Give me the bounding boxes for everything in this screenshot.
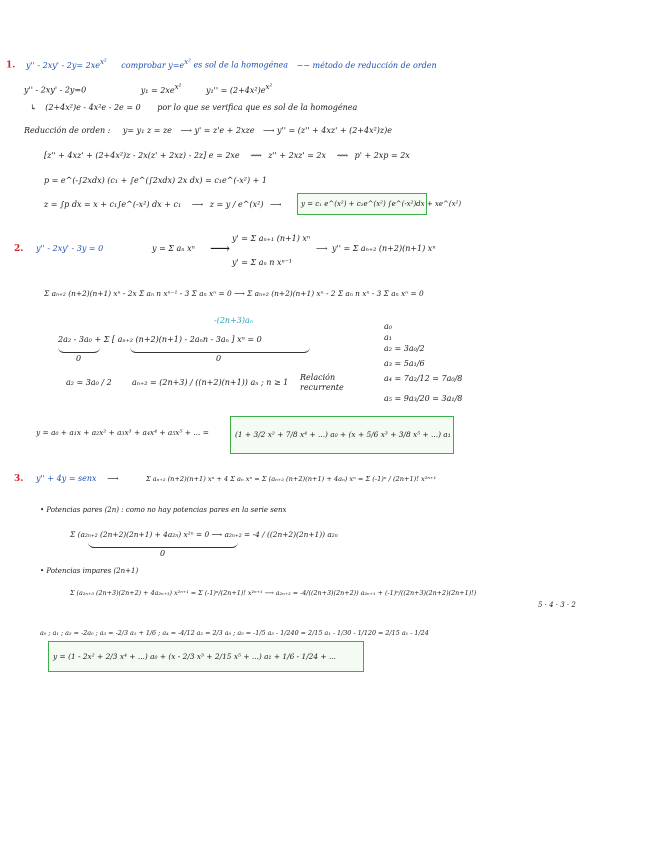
p2-a2: a₂ = 3a₀ / 2 [66, 378, 112, 387]
p2-yp-alt-series: y' = Σ aₙ n xⁿ⁻¹ [232, 258, 293, 267]
y1-prime: y₁ = 2xe [140, 85, 175, 95]
p1-answer: y = c₁ e^(x²) + c₂e^(x²) ∫e^(-x²)dx + xe^(x²) [301, 200, 462, 208]
z-eq: z'' + 2xz' = 2x [268, 151, 327, 160]
p1-line-4: Reducción de orden : y= y₁ z = ze ⟶ y' = z'e + 2xze ⟶ y'' = (z'' + 4xz' + (2+4x²)z)e [24, 126, 392, 135]
p1-answer-box [297, 193, 462, 215]
problem-2-header [14, 244, 103, 254]
verification-note: por lo que se verifica que es sol de la homogénea [157, 103, 358, 112]
problem-2-equation: y'' - 2xy' - 3y = 0 [35, 244, 104, 253]
p3-zero: 0 [160, 549, 166, 558]
problem-1-check: comprobar y=e [121, 60, 185, 70]
p3-answer: y = (1 - 2x² + 2/3 x⁴ + ...) a₀ + (x - 2/3 x³ + 2/15 x⁵ + ...) a₁ + 1/6 - 1/24 + ... [53, 652, 337, 661]
p2-zero-2: 0 [216, 354, 222, 363]
p2-coef-a2: a₂ = 3a₀/2 [384, 344, 425, 353]
p2-coef-a0: a₀ [384, 322, 392, 331]
reduction-ypp: y'' = (z'' + 4xz' + (2+4x²)z)e [277, 126, 392, 135]
p2-line-5: y = a₀ + a₁x + a₂x² + a₃x³ + a₄x⁴ + a₅x⁵ + ... = [36, 428, 209, 437]
reduction-yp: y' = z'e + 2xze [194, 126, 255, 135]
p2-line-2: Σ aₙ₊₂ (n+2)(n+1) xⁿ - 2x Σ aₙ n xⁿ⁻¹ - 3 Σ aₙ xⁿ = 0 ⟶ Σ aₙ₊₂ (n+2)(n+1) xⁿ - 2 Σ aₙ n xⁿ - 3 Σ aₙ xⁿ = 0 [44, 289, 424, 298]
p3-answer-box [48, 641, 364, 672]
p2-y-series: y = Σ aₙ xⁿ [152, 244, 195, 253]
p-eq: p' + 2xp = 2x [354, 151, 410, 160]
p2-ypp-series: y'' = Σ aₙ₊₂ (n+2)(n+1) xⁿ [332, 244, 436, 253]
p2-recurrence: aₙ₊₂ = (2n+3) / ((n+2)(n+1)) aₙ ; n ≥ 1 [132, 378, 289, 387]
y1-double-prime: y₁'' = (2+4x²)e [205, 85, 266, 95]
p1-line-2: y'' - 2xy' - 2y=0 $y_1 = 2xe^{x^2}$ $y_1'' = (2+4x^2)e^{x^2}$ [24, 83, 273, 95]
p1-line-7: z = ∫p dx = x + c₁∫e^(-x²) dx + c₁ ⟶ z = y / e^(x²) ⟶ [44, 200, 282, 209]
reduction-label: Reducción de orden : [24, 126, 111, 135]
p2-line-3: 2a₂ - 3a₀ + Σ [ aₙ₊₂ (n+2)(n+1) - 2aₙn - 3aₙ ] xⁿ = 0 [58, 335, 262, 344]
p1-line-5: [z'' + 4xz' + (2+4x²)z - 2x(z' + 2xz) - 2z] e = 2xe ⟿ z'' + 2xz' = 2x ⟿ p' + 2xp = 2x [44, 151, 410, 160]
p2-coef-a1: a₁ [384, 333, 392, 342]
problem-1-method: ~~ método de reducción de orden [296, 60, 437, 70]
problem-1-equation: y'' - 2xy' - 2y= 2xe [25, 60, 100, 70]
p3-odd-bullet: • Potencias impares (2n+1) [40, 567, 139, 575]
p2-answer: (1 + 3/2 x² + 7/8 x⁴ + ...) a₀ + (x + 5/6 x³ + 3/8 x⁵ + ...) a₁ [235, 430, 451, 439]
p1-line-3: ↳ (2+4x²)e - 4x²e - 2e = 0 por lo que se verifica que es sol de la homogénea [30, 103, 358, 112]
p3-line-3: Σ (a₂ₙ₊₃ (2n+3)(2n+2) + 4a₂ₙ₊₁) x²ⁿ⁺¹ = Σ (-1)ⁿ/(2n+1)! x²ⁿ⁺¹ ⟶ a₂ₙ₊₃ = -4/((2n+3)(2n+2)) a₂ₙ₊₁ + (-1)ⁿ/((2n+3)(2n+2)(2n+1)!) [70, 589, 477, 597]
p2-recurrence-label: Relación recurrente [300, 373, 344, 392]
substitution-eq: [z'' + 4xz' + (2+4x²)z - 2x(z' + 2xz) - 2z] e = 2xe [44, 151, 240, 160]
verification-eq: (2+4x²)e - 4x²e - 2e = 0 [45, 103, 141, 112]
p1-line-6 [44, 176, 267, 186]
p2-answer-box [230, 416, 454, 454]
p3-even-bullet: • Potencias pares (2n) : como no hay potencias pares en la serie senx [40, 506, 287, 514]
z-def: z = y / e^(x²) [209, 200, 264, 209]
p-solution: p = e^(-∫2xdx) (c₁ + ∫e^(∫2xdx) 2x dx) = c₁e^(-x²) + 1 [44, 176, 267, 185]
p2-coef-a3: a₃ = 5a₁/6 [384, 359, 425, 368]
p2-coef-a4: a₄ = 7a₂/12 = 7a₀/8 [384, 374, 463, 383]
handwritten-notes-page: 1. $y'' - 2xy' - 2y= 2xe^{x^2}$ comprobar $y=e^{x^2}$ es sol de la homogénea ~~ método de reducción de orden y'' - 2xy' - 2y=0 $y_1 = 2xe^{x^2}$ $y_1'' = (2+4x^2)e^{x^2}$ ↳ (2+4x²)e - 4x²e - 2e = 0 por lo que se verifica que es sol de la homogénea Reducción de orden : y= y₁ z = ze ⟶ y' = z'e + 2xze ⟶ y'' = (z'' + 4xz' + (2+4x²)z)e [z'' + 4xz' + (2+4x²)z - 2x(z' + 2xz) - 2z] e = 2xe ⟿ z'' + 2xz' = 2x ⟿ p' + 2xp = 2x p = e^(-∫2xdx) (c₁ + ∫e^(∫2xdx) 2x dx) = c₁e^(-x²) + 1 z = ∫p dx = x + c₁∫e^(-x²) dx + c₁ ⟶ z = y / e^(x²) ⟶ y = c₁ e^(x²) + c₂e^(x²) ∫e^(-x²)dx + xe^(x²) 2. y'' - 2xy' - 3y = 0 y = Σ aₙ xⁿ ⟶ y' = Σ aₙ₊₁ (n+1) xⁿ y' = Σ aₙ n xⁿ⁻¹ ⟶ y'' = Σ aₙ₊₂ (n+2)(n+1) xⁿ Σ aₙ₊₂ (n+2)(n+1) xⁿ - 2x Σ aₙ n xⁿ⁻¹ - 3 Σ aₙ xⁿ = 0 ⟶ Σ aₙ₊₂ (n+2)(n+1) xⁿ - 2 Σ aₙ n xⁿ - 3 Σ aₙ xⁿ = 0 -(2n+3)aₙ 2a₂ - 3a₀ + Σ [ aₙ₊₂ (n+2)(n+1) - 2aₙn - 3aₙ ] xⁿ = 0 0 0 a₂ = 3a₀ / 2 aₙ₊₂ = (2n+3) / ((n+2)(n+1)) aₙ ; n ≥ 1 Relación recurrente a₀ a₁ a₂ = 3a₀/2 a₃ = 5a₁/6 a₄ = 7a₂/12 = 7a₀/8 a₅ = 9a₃/20 = 3a₁/8 y = a₀ + a₁x + a₂x² + a₃x³ + a₄x⁴ + a₅x⁵ + ... = (1 + 3/2 x² + 7/8 x⁴ + ...) a₀ + (x + 5/6 x³ + 3/8 x⁵ + ...) a₁ 3. y'' + 4y = senx ⟶ Σ aₙ₊₂ (n+2)(n+1) xⁿ + 4 Σ aₙ xⁿ = Σ (aₙ₊₂ (n+2)(n+1) + 4aₙ) xⁿ = Σ (-1)ⁿ / (2n+1)! x²ⁿ⁺¹ • Potencias pares (2n) : como no hay potencias pares en la serie senx Σ (a₂ₙ₊₂ (2n+2)(2n+1) + 4a₂ₙ) x²ⁿ = 0 ⟶ a₂ₙ₊₂ = -4 / ((2n+2)(2n+1)) a₂ₙ 0 • Potencias impares (2n+1) Σ (a₂ₙ₊₃ (2n+3)(2n+2) + 4a₂ₙ₊₁) x²ⁿ⁺¹ = Σ (-1)ⁿ/(2n+1)! x²ⁿ⁺¹ ⟶ a₂ₙ₊₃ = -4/((2n+3)(2n+2)) a₂ₙ₊₁ + (-1)ⁿ/((2n+3)(2n+2)(2n+1)!) 5 · 4 · 3 · 2 a₀ ; a₁ ; a₂ = -2a₀ ; a₃ = -2/3 a₁ + 1/6 ; a₄ = -4/12 a₂ = 2/3 a₀ ; a₅ = -1/5 a₃ - 1/240 = 2/15 a₁ - 1/30 - 1/120 = 2/15 a₁ - 1/24 y = (1 - 2x² + 2/3 x⁴ + ...) a₀ + (x - 2/3 x³ + 2/15 x⁵ + ...) a₁ + 1/6 - 1/24 + ... [0, 0, 656, 848]
problem-1-check-rest: es sol de la homogénea [190, 60, 289, 70]
problem-1-equation-exp: x² [99, 58, 107, 66]
reduction-y: y= y₁ z = ze [122, 126, 172, 135]
problem-3-header: 3. y'' + 4y = senx ⟶ [14, 474, 119, 484]
p3-line-3b: 5 · 4 · 3 · 2 [538, 601, 576, 609]
problem-1-number: 1. [6, 60, 16, 71]
p3-line-1: Σ aₙ₊₂ (n+2)(n+1) xⁿ + 4 Σ aₙ xⁿ = Σ (aₙ₊₂ (n+2)(n+1) + 4aₙ) xⁿ = Σ (-1)ⁿ / (2n+1)! x²ⁿ⁺¹ [146, 475, 437, 483]
problem-2-number: 2. [14, 244, 24, 254]
p2-coef-a5: a₅ = 9a₃/20 = 3a₁/8 [384, 394, 463, 403]
p3-line-4: a₀ ; a₁ ; a₂ = -2a₀ ; a₃ = -2/3 a₁ + 1/6 ; a₄ = -4/12 a₂ = 2/3 a₀ ; a₅ = -1/5 a₃ - 1/240 = 2/15 a₁ - 1/30 - 1/120 = 2/15 a₁ - 1/24 [40, 629, 429, 637]
problem-1-check-exp: x² [184, 58, 191, 66]
problem-3-equation: y'' + 4y = senx [35, 474, 97, 483]
p2-yp-series: y' = Σ aₙ₊₁ (n+1) xⁿ [232, 234, 311, 243]
p2-zero-1: 0 [76, 354, 82, 363]
p3-line-2: Σ (a₂ₙ₊₂ (2n+2)(2n+1) + 4a₂ₙ) x²ⁿ = 0 ⟶ a₂ₙ₊₂ = -4 / ((2n+2)(2n+1)) a₂ₙ [70, 530, 338, 539]
homogeneous-eq: y'' - 2xy' - 2y=0 [24, 85, 87, 95]
z-integral: z = ∫p dx = x + c₁∫e^(-x²) dx + c₁ [44, 200, 182, 209]
problem-3-number: 3. [14, 474, 24, 484]
p2-note: -(2n+3)aₙ [214, 316, 253, 325]
problem-1-header [6, 57, 437, 71]
